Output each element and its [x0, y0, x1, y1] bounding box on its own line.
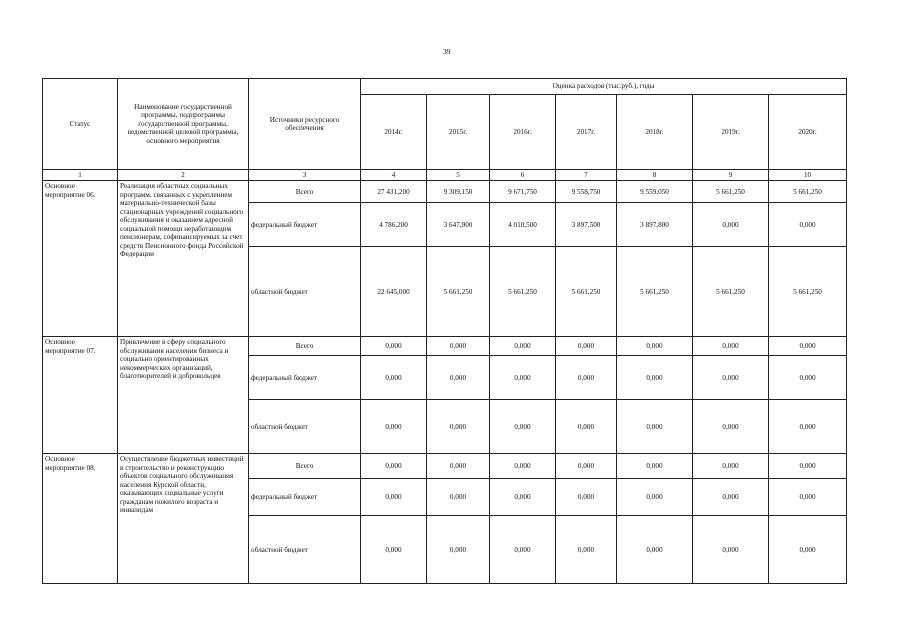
expense-value: 5 661,250 — [556, 247, 617, 337]
expense-value: 9 309,150 — [427, 181, 490, 203]
expense-value: 0,000 — [427, 479, 490, 516]
header-name: Наименование государственной программы, подпрограммы государственной программы, ведомственной целевой программы, основного мероприятия — [118, 79, 249, 170]
expense-value: 5 661,250 — [693, 247, 769, 337]
expense-value: 9 559,050 — [617, 181, 693, 203]
column-number: 4 — [361, 170, 427, 181]
page-number: 39 — [443, 47, 451, 56]
expense-value: 4 786,200 — [361, 203, 427, 247]
expense-value: 27 431,200 — [361, 181, 427, 203]
expense-value: 3 897,500 — [556, 203, 617, 247]
expense-value: 0,000 — [693, 337, 769, 356]
expense-value: 22 645,000 — [361, 247, 427, 337]
expense-value: 0,000 — [617, 516, 693, 584]
column-number: 3 — [249, 170, 361, 181]
expense-value: 0,000 — [769, 400, 847, 454]
expense-value: 0,000 — [693, 400, 769, 454]
expense-value: 0,000 — [617, 454, 693, 479]
expense-value: 0,000 — [693, 356, 769, 400]
expense-value: 0,000 — [769, 203, 847, 247]
year-header: 2020г. — [769, 95, 847, 170]
expense-value: 5 661,250 — [769, 247, 847, 337]
expense-value: 5 661,250 — [490, 247, 556, 337]
activity-name: Привлечение в сферу социального обслуживания населения бизнеса и социально ориентированных некоммерческих организаций, благотворителей и добровольцев — [118, 337, 249, 454]
expense-value: 0,000 — [361, 479, 427, 516]
funding-source: областной бюджет — [249, 247, 361, 337]
expense-value: 0,000 — [556, 454, 617, 479]
column-number: 1 — [43, 170, 118, 181]
expense-value: 0,000 — [769, 516, 847, 584]
funding-source: областной бюджет — [249, 516, 361, 584]
year-header: 2016г. — [490, 95, 556, 170]
expense-value: 0,000 — [556, 479, 617, 516]
budget-row — [43, 337, 847, 356]
budget-table — [42, 78, 847, 584]
funding-source: Всего — [249, 454, 361, 479]
year-header: 2019г. — [693, 95, 769, 170]
expense-value: 0,000 — [490, 454, 556, 479]
expense-value: 0,000 — [769, 356, 847, 400]
expense-value: 4 010,500 — [490, 203, 556, 247]
header-status: Статус — [43, 79, 118, 170]
expense-value: 0,000 — [427, 356, 490, 400]
year-header: 2017г. — [556, 95, 617, 170]
year-header: 2018г. — [617, 95, 693, 170]
activities-body — [43, 181, 847, 584]
expense-value: 0,000 — [361, 356, 427, 400]
expense-value: 0,000 — [617, 337, 693, 356]
funding-source: Всего — [249, 337, 361, 356]
expense-value: 5 661,250 — [693, 181, 769, 203]
expense-value: 0,000 — [693, 479, 769, 516]
expense-value: 0,000 — [617, 400, 693, 454]
activity-name: Осуществление бюджетных инвестиций в строительство и реконструкцию объектов социального обслуживания населения Курской области, оказывающих социальные услуги гражданам пожилого возраста и инвалидам — [118, 454, 249, 584]
expense-value: 0,000 — [693, 203, 769, 247]
expense-value: 0,000 — [769, 337, 847, 356]
expense-value: 0,000 — [769, 454, 847, 479]
expense-value: 0,000 — [556, 400, 617, 454]
budget-row — [43, 181, 847, 203]
expense-value: 0,000 — [427, 516, 490, 584]
expense-value: 3 897,800 — [617, 203, 693, 247]
activity-name: Реализация областных социальных программ, связанных с укреплением материально-технической базы стационарных учреждений социального обслуживания и оказанием адресной социальной помощи неработающим пенсионерам, софинансируемых за счет средств Пенсионного фонда Российской Федерации — [118, 181, 249, 337]
expense-value: 9 558,750 — [556, 181, 617, 203]
activity-status: Основное мероприятие 07. — [43, 337, 118, 454]
expense-value: 0,000 — [693, 454, 769, 479]
funding-source: федеральный бюджет — [249, 479, 361, 516]
activity-status: Основное мероприятие 08. — [43, 454, 118, 584]
expense-value: 0,000 — [361, 516, 427, 584]
header-row-1 — [43, 79, 847, 95]
expense-value: 0,000 — [617, 479, 693, 516]
expense-value: 0,000 — [427, 400, 490, 454]
expense-value: 0,000 — [490, 356, 556, 400]
column-number-row — [43, 170, 847, 181]
header-sources: Источники ресурсного обеспечения — [249, 79, 361, 170]
expense-value: 0,000 — [490, 516, 556, 584]
funding-source: Всего — [249, 181, 361, 203]
expense-value: 5 661,250 — [769, 181, 847, 203]
expense-value: 0,000 — [361, 337, 427, 356]
expense-value: 5 661,250 — [427, 247, 490, 337]
year-header: 2014г. — [361, 95, 427, 170]
funding-source: федеральный бюджет — [249, 356, 361, 400]
expense-value: 0,000 — [556, 356, 617, 400]
column-number: 6 — [490, 170, 556, 181]
header-expenses: Оценка расходов (тыс.руб.), годы — [361, 79, 847, 95]
column-number: 2 — [118, 170, 249, 181]
activity-status: Основное мероприятие 06. — [43, 181, 118, 337]
year-header: 2015г. — [427, 95, 490, 170]
expense-value: 0,000 — [490, 479, 556, 516]
column-number: 10 — [769, 170, 847, 181]
expense-value: 0,000 — [617, 356, 693, 400]
funding-source: федеральный бюджет — [249, 203, 361, 247]
column-number: 9 — [693, 170, 769, 181]
column-number: 7 — [556, 170, 617, 181]
expense-value: 0,000 — [490, 337, 556, 356]
expense-value: 0,000 — [556, 337, 617, 356]
budget-row — [43, 454, 847, 479]
expense-value: 0,000 — [693, 516, 769, 584]
expense-value: 9 671,750 — [490, 181, 556, 203]
expense-value: 0,000 — [361, 454, 427, 479]
expense-value: 5 661,250 — [617, 247, 693, 337]
expense-value: 0,000 — [490, 400, 556, 454]
column-number: 5 — [427, 170, 490, 181]
column-number: 8 — [617, 170, 693, 181]
expense-value: 3 647,900 — [427, 203, 490, 247]
expense-value: 0,000 — [427, 454, 490, 479]
expense-value: 0,000 — [769, 479, 847, 516]
expense-value: 0,000 — [556, 516, 617, 584]
expense-value: 0,000 — [361, 400, 427, 454]
funding-source: областной бюджет — [249, 400, 361, 454]
expense-value: 0,000 — [427, 337, 490, 356]
